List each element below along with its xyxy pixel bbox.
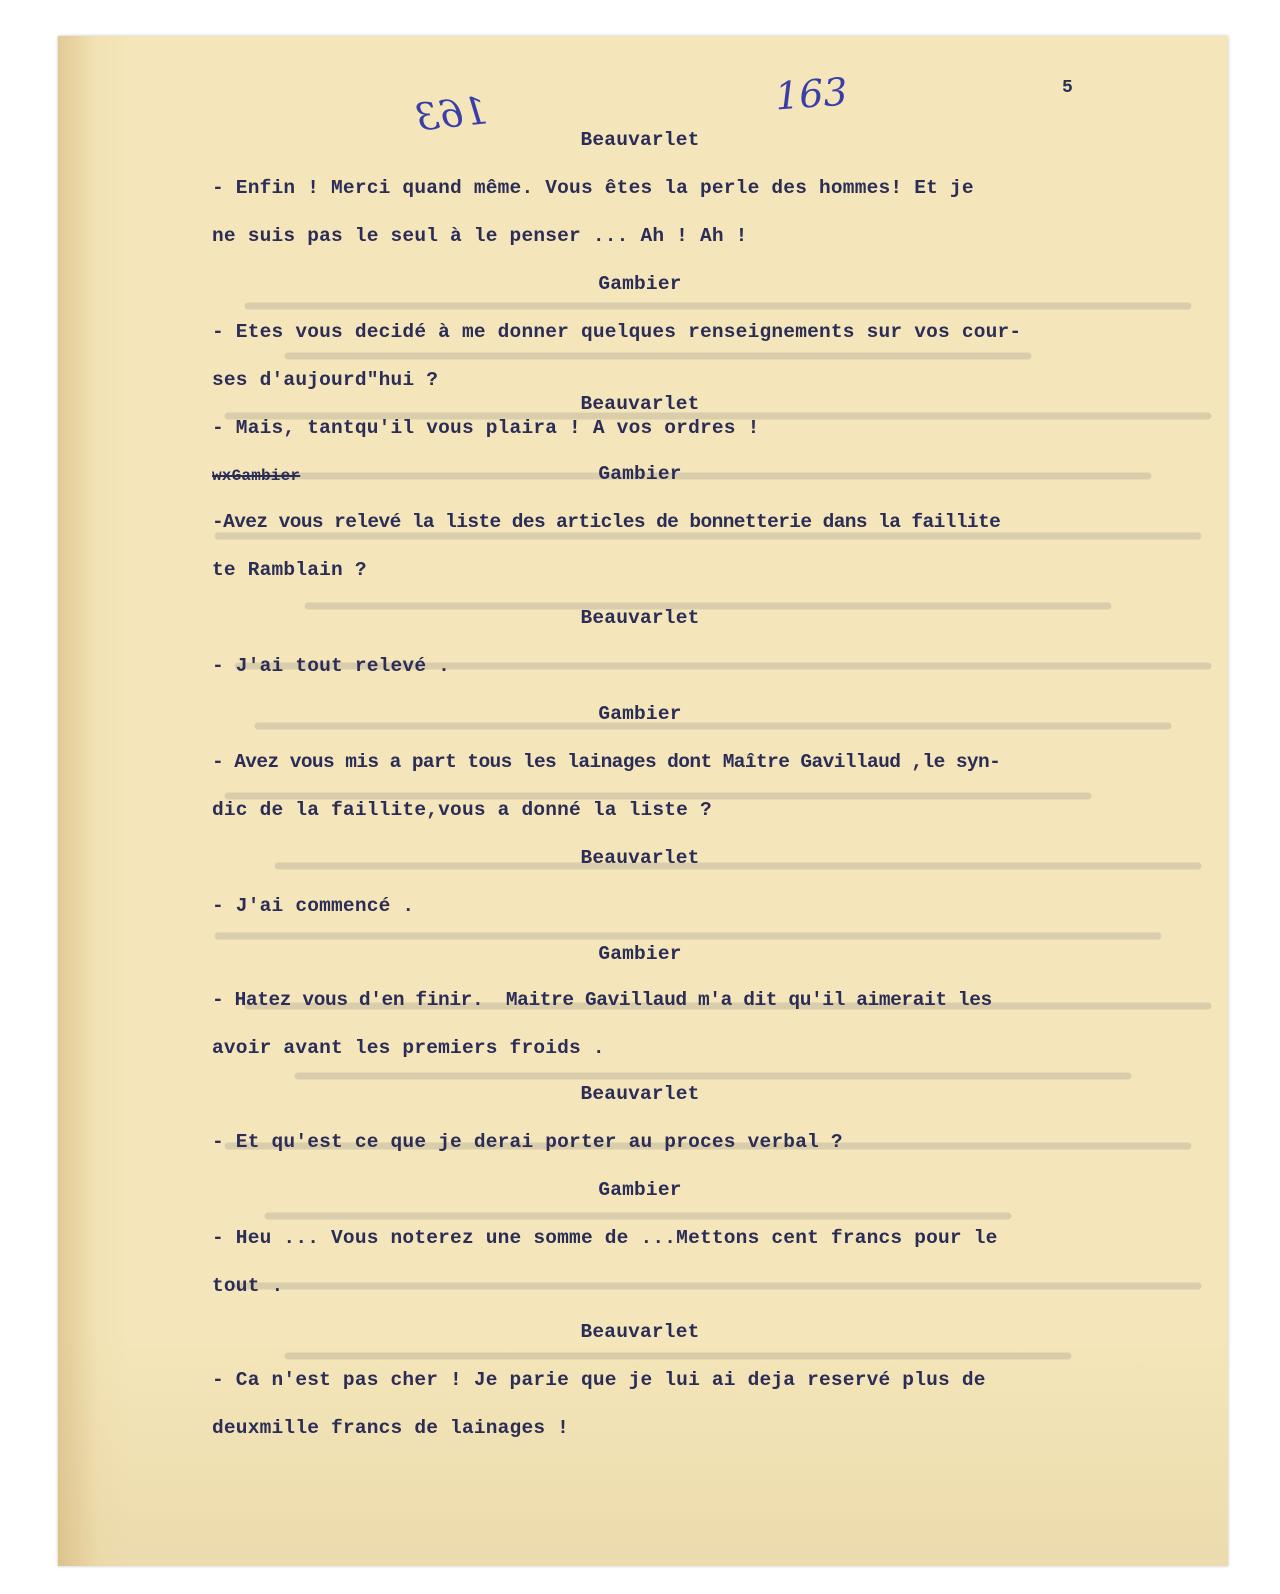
dialogue-line: - Mais, tantqu'il vous plaira ! A vos ordres ! [212,417,760,439]
dialogue-line: - J'ai commencé . [212,895,415,917]
speaker-name: Gambier [598,463,682,485]
dialogue-line: - J'ai tout relevé . [212,655,451,677]
speaker-name: Gambier [598,273,682,295]
speaker-name: Beauvarlet [580,393,700,415]
dialogue-line: - Heu ... Vous noterez une somme de ...Mettons cent francs pour le [212,1227,998,1249]
dialogue-line: dic de la faillite,vous a donné la liste ? [212,799,712,821]
handwritten-page-number: 163 [773,69,849,119]
mirrored-handwritten-number: 163 [412,88,490,140]
dialogue-line: avoir avant les premiers froids . [212,1037,605,1059]
dialogue-line: - Avez vous mis a part tous les lainages dont Maître Gavillaud ,le syn- [212,751,1001,773]
dialogue-line: ne suis pas le seul à le penser ... Ah ! Ah ! [212,225,748,247]
speaker-name: Beauvarlet [580,129,700,151]
speaker-name: Beauvarlet [580,607,700,629]
dialogue-line: - Etes vous decidé à me donner quelques renseignements sur vos cour- [212,321,1022,343]
dialogue-line: tout . [212,1275,284,1297]
speaker-name: Gambier [598,943,682,965]
dialogue-line: ses d'aujourd"hui ? [212,369,439,391]
dialogue-line: - Et qu'est ce que je derai porter au proces verbal ? [212,1131,843,1153]
dialogue-line: - Enfin ! Merci quand même. Vous êtes la perle des hommes! Et je [212,177,974,199]
dialogue-line: -Avez vous relevé la liste des articles de bonnetterie dans la faillite [212,511,1001,533]
struck-out-text: wxGambier [212,467,301,485]
dialogue-line: - Hatez vous d'en finir. Maitre Gavillaud m'a dit qu'il aimerait les [212,989,992,1011]
dialogue-line: te Ramblain ? [212,559,367,581]
speaker-name: Gambier [598,1179,682,1201]
dialogue-line: deuxmille francs de lainages ! [212,1417,570,1439]
typed-page-number: 5 [1062,78,1073,98]
speaker-name: Beauvarlet [580,1083,700,1105]
speaker-name: Gambier [598,703,682,725]
speaker-name: Beauvarlet [580,847,700,869]
speaker-name: Beauvarlet [580,1321,700,1343]
dialogue-line: - Ca n'est pas cher ! Je parie que je lui ai deja reservé plus de [212,1369,986,1391]
